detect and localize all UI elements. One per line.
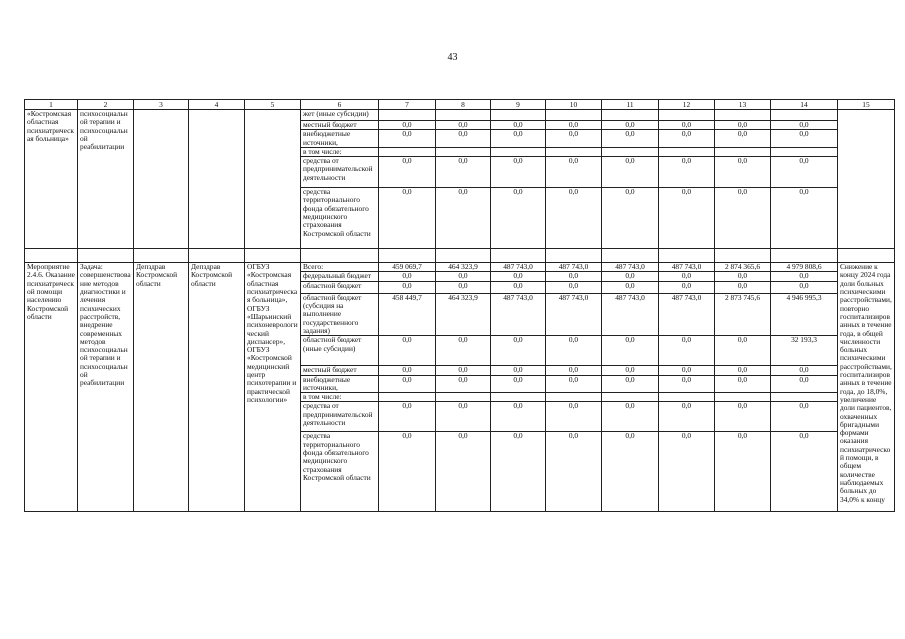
value-cell: 0,0: [379, 281, 436, 293]
value-cell: 0,0: [659, 375, 715, 393]
table-body: [25, 100, 895, 512]
value-cell: 4 979 808,6: [771, 263, 838, 272]
value-cell: [491, 110, 546, 121]
value-cell: 0,0: [491, 121, 546, 130]
value-cell: 0,0: [491, 366, 546, 375]
value-cell: 0,0: [602, 272, 659, 281]
value-cell: 0,0: [602, 336, 659, 366]
value-cell: 0,0: [771, 130, 838, 148]
value-cell: 0,0: [491, 281, 546, 293]
block2-col15: Снижение к концу 2024 года доли больных психическими расстройствами, повторно госпитализированных в течение года, в общей численности больных психическими расстройствами, госпитализированных в течение года, до 18,0%, увеличение доли пациентов, охваченных бригадными формами оказания психиатрической помощи, в общем количестве наблюдаемых больных до 34,0% к концу: [838, 263, 895, 512]
value-cell: 0,0: [602, 402, 659, 432]
spacer-cell: [78, 249, 134, 263]
spacer-cell: [771, 249, 838, 263]
value-cell: [379, 110, 436, 121]
column-header: 3: [134, 100, 189, 110]
block1-col2: психосоциальной терапии и психосоциальной реабилитации: [78, 110, 134, 249]
value-cell: 487 743,0: [602, 293, 659, 335]
value-cell: 0,0: [546, 121, 602, 130]
row-label: средства от предпринимательской деятельности: [301, 402, 379, 432]
value-cell: 0,0: [379, 336, 436, 366]
value-cell: 0,0: [602, 366, 659, 375]
value-cell: 0,0: [659, 130, 715, 148]
value-cell: 0,0: [602, 130, 659, 148]
value-cell: 0,0: [546, 130, 602, 148]
spacer-cell: [659, 249, 715, 263]
value-cell: 0,0: [602, 121, 659, 130]
value-cell: 0,0: [715, 188, 771, 249]
block2-col3: Депздрав Костромской области: [134, 263, 189, 512]
value-cell: 487 743,0: [546, 293, 602, 335]
value-cell: [771, 147, 838, 156]
value-cell: 0,0: [379, 130, 436, 148]
column-header: 15: [838, 100, 895, 110]
column-header: 9: [491, 100, 546, 110]
row-label: областной бюджет: [301, 281, 379, 293]
value-cell: 0,0: [659, 157, 715, 188]
value-cell: 0,0: [546, 272, 602, 281]
row-label: средства от предпринимательской деятельности: [301, 157, 379, 188]
value-cell: 0,0: [436, 130, 491, 148]
block1-col4: [189, 110, 245, 249]
value-cell: 0,0: [659, 188, 715, 249]
column-header: 2: [78, 100, 134, 110]
value-cell: 4 946 995,3: [771, 293, 838, 335]
value-cell: 0,0: [715, 157, 771, 188]
value-cell: 487 743,0: [659, 263, 715, 272]
value-cell: [379, 393, 436, 402]
column-header: 11: [602, 100, 659, 110]
spacer-cell: [25, 249, 78, 263]
table-row: [25, 263, 895, 272]
value-cell: 0,0: [436, 432, 491, 512]
block2-col1: Мероприятие 2.4.6. Оказание психиатрической помощи населению Костромской области: [25, 263, 78, 512]
value-cell: 0,0: [715, 402, 771, 432]
value-cell: [436, 110, 491, 121]
value-cell: 459 069,7: [379, 263, 436, 272]
value-cell: 0,0: [546, 188, 602, 249]
value-cell: [491, 147, 546, 156]
column-header: 10: [546, 100, 602, 110]
row-label: средства территориального фонда обязательного медицинского страхования Костромской области: [301, 188, 379, 249]
value-cell: 0,0: [379, 432, 436, 512]
value-cell: 464 323,9: [436, 293, 491, 335]
value-cell: [546, 110, 602, 121]
value-cell: [491, 393, 546, 402]
value-cell: 0,0: [602, 188, 659, 249]
value-cell: [715, 110, 771, 121]
value-cell: 0,0: [436, 281, 491, 293]
value-cell: 0,0: [546, 375, 602, 393]
row-label: в том числе:: [301, 147, 379, 156]
spacer-cell: [379, 249, 436, 263]
value-cell: 0,0: [546, 366, 602, 375]
spacer-cell: [245, 249, 301, 263]
value-cell: 0,0: [379, 272, 436, 281]
value-cell: 0,0: [379, 157, 436, 188]
value-cell: 0,0: [491, 130, 546, 148]
value-cell: [659, 147, 715, 156]
value-cell: 0,0: [715, 272, 771, 281]
value-cell: [602, 147, 659, 156]
table-header-row: [25, 100, 895, 110]
value-cell: 0,0: [715, 121, 771, 130]
table-row: [25, 110, 895, 121]
value-cell: [602, 393, 659, 402]
value-cell: 0,0: [771, 121, 838, 130]
row-label: внебюджетные источники,: [301, 375, 379, 393]
value-cell: 0,0: [659, 336, 715, 366]
value-cell: 0,0: [491, 432, 546, 512]
value-cell: 0,0: [491, 272, 546, 281]
value-cell: 0,0: [602, 157, 659, 188]
value-cell: 0,0: [379, 366, 436, 375]
value-cell: 0,0: [436, 402, 491, 432]
value-cell: 487 743,0: [546, 263, 602, 272]
value-cell: [771, 110, 838, 121]
block1-col3: [134, 110, 189, 249]
value-cell: 0,0: [771, 272, 838, 281]
value-cell: [659, 110, 715, 121]
value-cell: 0,0: [436, 375, 491, 393]
value-cell: 487 743,0: [602, 263, 659, 272]
value-cell: 0,0: [436, 157, 491, 188]
page-number: 43: [447, 52, 458, 63]
value-cell: [436, 147, 491, 156]
row-label: внебюджетные источники,: [301, 130, 379, 148]
value-cell: 0,0: [771, 188, 838, 249]
value-cell: 2 874 365,6: [715, 263, 771, 272]
value-cell: 0,0: [546, 432, 602, 512]
value-cell: 0,0: [715, 336, 771, 366]
value-cell: 32 193,3: [771, 336, 838, 366]
value-cell: 0,0: [436, 336, 491, 366]
value-cell: 0,0: [602, 432, 659, 512]
value-cell: 0,0: [659, 402, 715, 432]
value-cell: 0,0: [659, 272, 715, 281]
row-label: средства территориального фонда обязательного медицинского страхования Костромской области: [301, 432, 379, 512]
block2-col2: Задача: совершенствование методов диагностики и лечения психических расстройств, внедрение современных методов психосоциальной терапии и психосоциальной реабилитации: [78, 263, 134, 512]
value-cell: [771, 393, 838, 402]
value-cell: 0,0: [436, 121, 491, 130]
value-cell: 0,0: [771, 432, 838, 512]
value-cell: 0,0: [715, 366, 771, 375]
value-cell: 0,0: [715, 130, 771, 148]
spacer-cell: [301, 249, 379, 263]
row-label: местный бюджет: [301, 121, 379, 130]
block1-col1: «Костромская областная психиатрическая больница»: [25, 110, 78, 249]
value-cell: 464 323,9: [436, 263, 491, 272]
column-header: 1: [25, 100, 78, 110]
value-cell: [715, 393, 771, 402]
value-cell: 0,0: [715, 281, 771, 293]
financing-table: [24, 99, 895, 512]
block2-col5: ОГБУЗ «Костромская областная психиатрическая больница», ОГБУЗ «Шарьинский психоневрологический диспансер», ОГБУЗ «Костромской медицинский центр психотерапии и практической психологии»: [245, 263, 301, 512]
block-spacer: [25, 249, 895, 263]
spacer-cell: [715, 249, 771, 263]
value-cell: 0,0: [491, 402, 546, 432]
value-cell: 487 743,0: [659, 293, 715, 335]
value-cell: 0,0: [379, 121, 436, 130]
value-cell: 0,0: [659, 121, 715, 130]
value-cell: 0,0: [546, 402, 602, 432]
value-cell: 0,0: [771, 375, 838, 393]
value-cell: [546, 147, 602, 156]
spacer-cell: [134, 249, 189, 263]
value-cell: 0,0: [659, 366, 715, 375]
column-header: 6: [301, 100, 379, 110]
value-cell: 0,0: [491, 336, 546, 366]
value-cell: 0,0: [436, 188, 491, 249]
value-cell: 0,0: [436, 272, 491, 281]
spacer-cell: [838, 249, 895, 263]
column-header: 13: [715, 100, 771, 110]
value-cell: 0,0: [546, 336, 602, 366]
value-cell: 0,0: [771, 366, 838, 375]
value-cell: 0,0: [491, 157, 546, 188]
value-cell: [602, 110, 659, 121]
row-label: Всего:: [301, 263, 379, 272]
value-cell: 0,0: [771, 157, 838, 188]
spacer-cell: [546, 249, 602, 263]
value-cell: 0,0: [379, 402, 436, 432]
block1-col5: [245, 110, 301, 249]
column-header: 5: [245, 100, 301, 110]
value-cell: 487 743,0: [491, 263, 546, 272]
spacer-cell: [602, 249, 659, 263]
value-cell: 0,0: [771, 402, 838, 432]
value-cell: 0,0: [379, 188, 436, 249]
value-cell: 0,0: [659, 432, 715, 512]
column-header: 12: [659, 100, 715, 110]
value-cell: 0,0: [715, 375, 771, 393]
value-cell: [436, 393, 491, 402]
value-cell: [379, 147, 436, 156]
value-cell: 0,0: [715, 432, 771, 512]
row-label: федеральный бюджет: [301, 272, 379, 281]
value-cell: 458 449,7: [379, 293, 436, 335]
row-label: жет (иные субсидии): [301, 110, 379, 121]
spacer-cell: [189, 249, 245, 263]
spacer-cell: [436, 249, 491, 263]
value-cell: 0,0: [659, 281, 715, 293]
value-cell: [715, 147, 771, 156]
block1-col15: [838, 110, 895, 249]
value-cell: 0,0: [546, 157, 602, 188]
row-label: областной бюджет (иные субсидии): [301, 336, 379, 366]
value-cell: [659, 393, 715, 402]
value-cell: 2 873 745,6: [715, 293, 771, 335]
value-cell: 0,0: [491, 188, 546, 249]
value-cell: 0,0: [546, 281, 602, 293]
block2-col4: Депздрав Костромской области: [189, 263, 245, 512]
spacer-cell: [491, 249, 546, 263]
row-label: областной бюджет (субсидия на выполнение государственного задания): [301, 293, 379, 335]
value-cell: 0,0: [771, 281, 838, 293]
value-cell: [546, 393, 602, 402]
value-cell: 0,0: [436, 366, 491, 375]
column-header: 4: [189, 100, 245, 110]
value-cell: 487 743,0: [491, 293, 546, 335]
column-header: 8: [436, 100, 491, 110]
column-header: 14: [771, 100, 838, 110]
row-label: в том числе:: [301, 393, 379, 402]
value-cell: 0,0: [602, 281, 659, 293]
column-header: 7: [379, 100, 436, 110]
value-cell: 0,0: [491, 375, 546, 393]
row-label: местный бюджет: [301, 366, 379, 375]
value-cell: 0,0: [379, 375, 436, 393]
value-cell: 0,0: [602, 375, 659, 393]
